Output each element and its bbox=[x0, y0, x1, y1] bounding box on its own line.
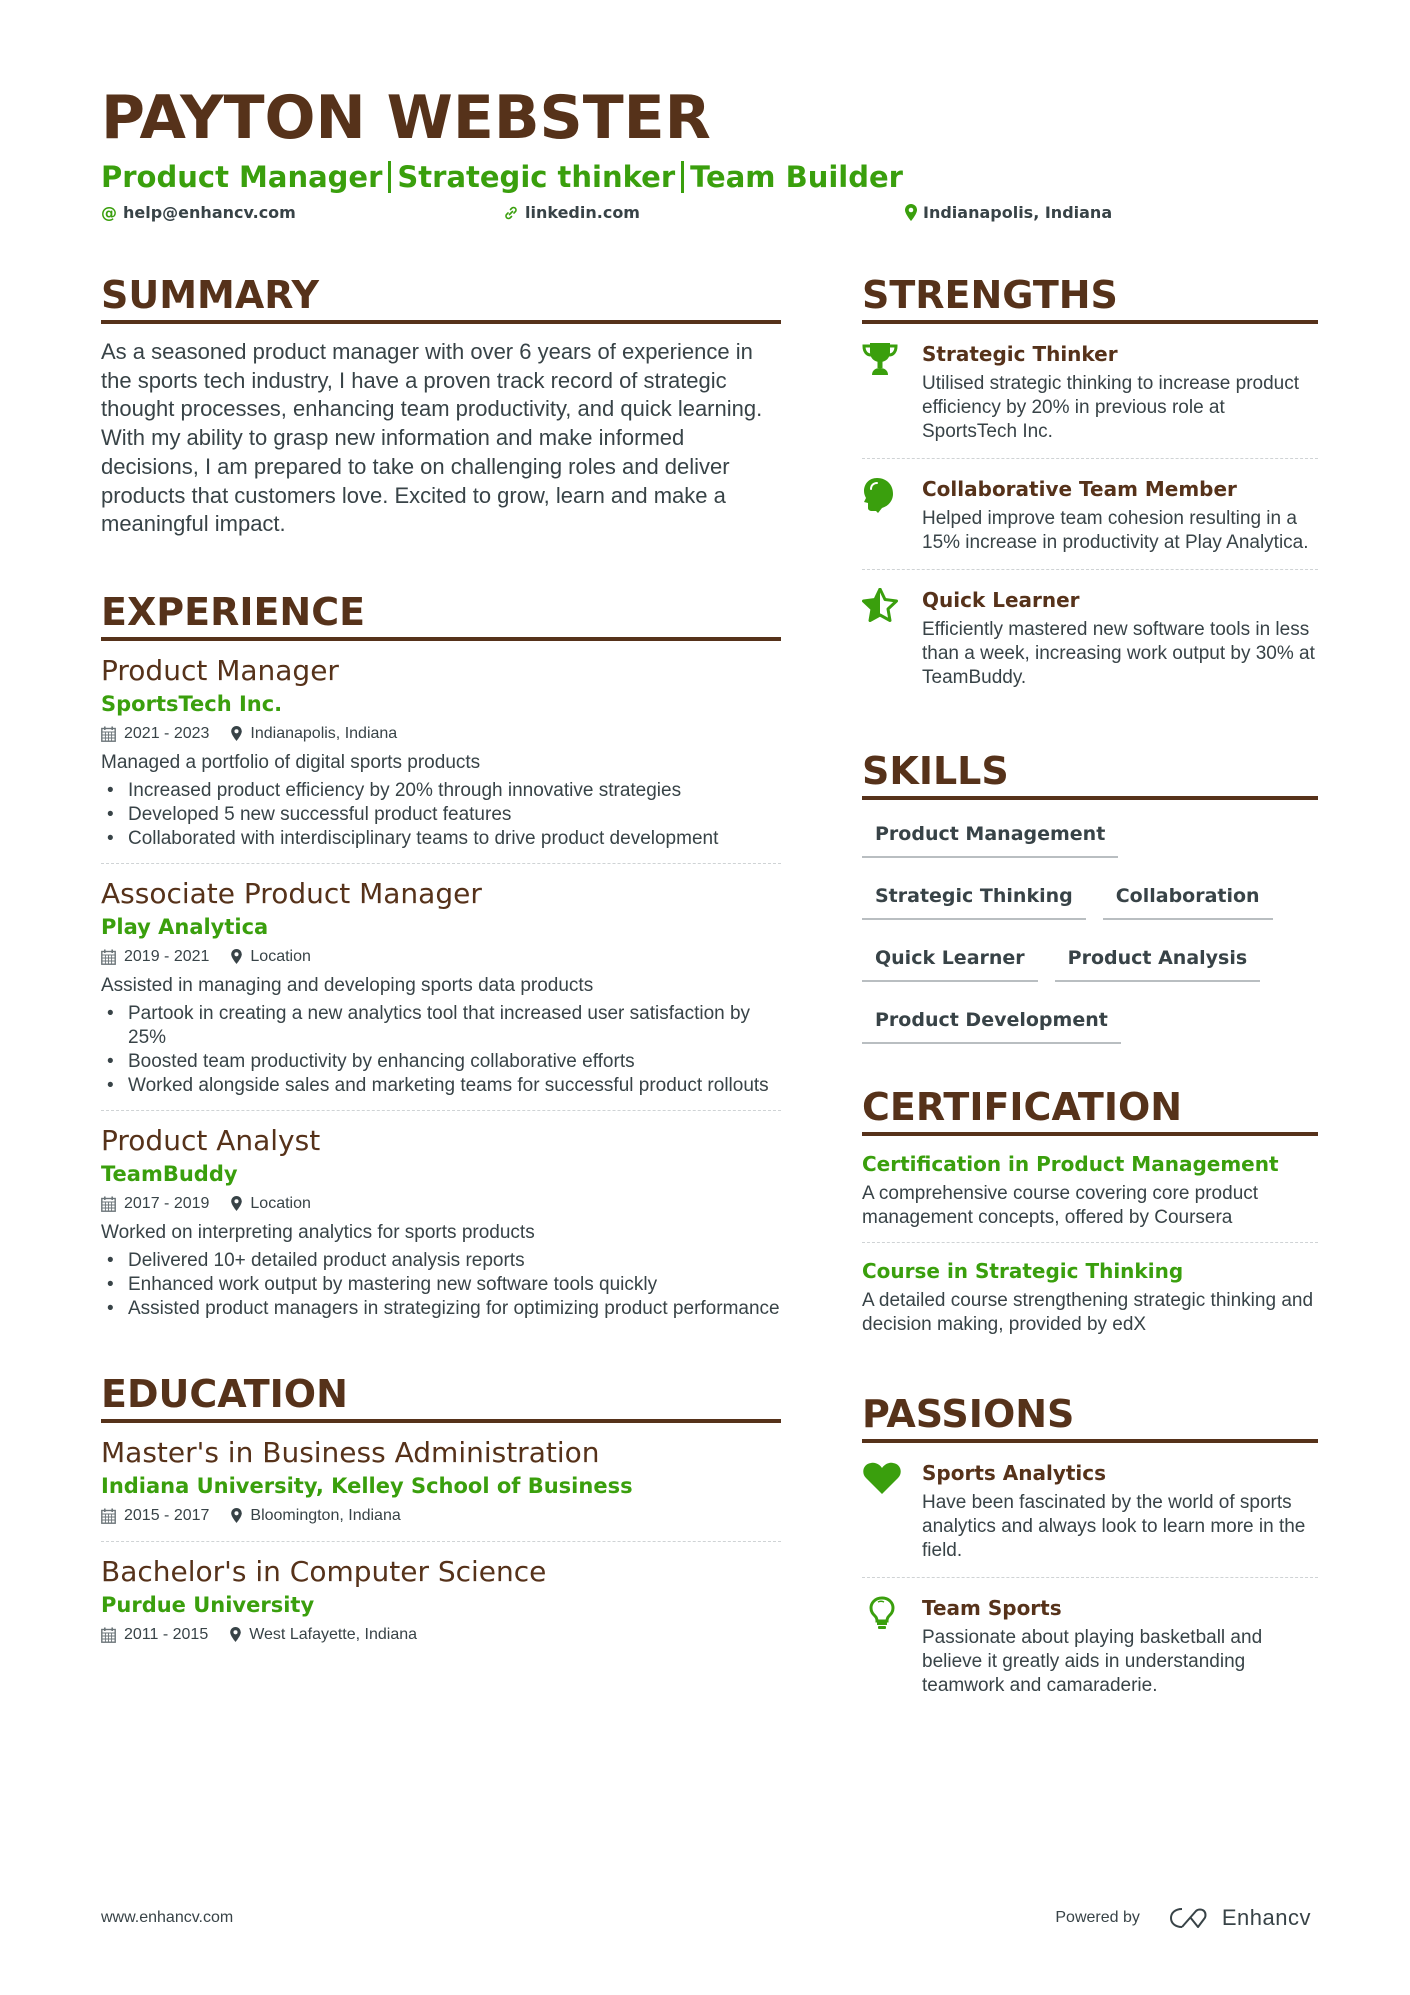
calendar-icon bbox=[101, 1196, 116, 1212]
location-text: Location bbox=[250, 1194, 311, 1212]
job-location bbox=[231, 944, 311, 970]
calendar-icon bbox=[101, 949, 116, 965]
head-icon bbox=[862, 475, 922, 555]
resume-header bbox=[101, 82, 1321, 226]
job-description: Assisted in managing and developing sports data products bbox=[101, 974, 594, 996]
section-title: EDUCATION bbox=[101, 1371, 348, 1416]
heart-icon bbox=[862, 1459, 922, 1563]
skills-section bbox=[862, 748, 1318, 1062]
section-divider bbox=[862, 796, 1318, 800]
company-name: TeamBuddy bbox=[101, 1161, 238, 1186]
title-separator bbox=[388, 161, 391, 193]
right-column bbox=[862, 272, 1318, 1712]
trophy-icon bbox=[862, 340, 922, 444]
education-item bbox=[101, 1423, 781, 1542]
strength-title: Collaborative Team Member bbox=[922, 477, 1237, 501]
achievement-item: • Worked alongside sales and marketing teams for successful product rollouts bbox=[101, 1074, 781, 1098]
experience-item bbox=[101, 864, 781, 1111]
section-title: SUMMARY bbox=[101, 273, 319, 317]
achievement-item: • Increased product efficiency by 20% through innovative strategies bbox=[101, 779, 781, 803]
strength-body bbox=[922, 586, 1318, 690]
title-part: Strategic thinker bbox=[397, 160, 676, 194]
job-meta bbox=[101, 1191, 781, 1217]
job-location bbox=[231, 721, 397, 747]
powered-by-label: Powered by bbox=[1055, 1909, 1140, 1926]
company-name: SportsTech Inc. bbox=[101, 691, 283, 716]
section-title: EXPERIENCE bbox=[101, 589, 366, 634]
education-meta bbox=[101, 1622, 781, 1648]
job-description: Worked on interpreting analytics for sports products bbox=[101, 1221, 535, 1243]
date-text: 2015 - 2017 bbox=[124, 1506, 210, 1524]
company-name: Play Analytica bbox=[101, 914, 269, 939]
date-text: 2011 - 2015 bbox=[124, 1625, 209, 1643]
powered-by[interactable] bbox=[1055, 1905, 1311, 1931]
summary-text: As a seasoned product manager with over 6 years of experience in the sports tech industry, I have a proven track record of strategic thought processes, enhancing team productivity, and quick learning. With my ability to grasp new information and make informed decisions, I am prepared to take on challenging roles and deliver products that customers love. Excited to grow, learn and make a meaningful impact. bbox=[101, 339, 763, 537]
job-meta bbox=[101, 944, 781, 970]
certification-title: Course in Strategic Thinking bbox=[862, 1259, 1184, 1283]
school-name: Purdue University bbox=[101, 1592, 315, 1617]
certification-item bbox=[862, 1243, 1318, 1349]
certification-description: A comprehensive course covering core product management concepts, offered by Coursera bbox=[862, 1183, 1259, 1228]
achievement-item: • Partook in creating a new analytics tool that increased user satisfaction by 25% bbox=[101, 1002, 781, 1050]
left-column bbox=[101, 272, 781, 1660]
passion-description: Have been fascinated by the world of sports analytics and always look to learn more in the field. bbox=[922, 1492, 1306, 1561]
map-pin-icon bbox=[230, 1627, 241, 1642]
strength-item bbox=[862, 324, 1318, 459]
candidate-name: PAYTON WEBSTER bbox=[101, 83, 711, 153]
summary-section bbox=[101, 272, 781, 539]
enhancv-logo-icon bbox=[1168, 1906, 1214, 1930]
calendar-icon bbox=[101, 1508, 116, 1524]
skill-tag: Collaboration bbox=[1103, 876, 1273, 920]
passion-description: Passionate about playing basketball and believe it greatly aids in understanding teamwork and camaraderie. bbox=[922, 1627, 1263, 1696]
at-icon: @ bbox=[101, 203, 117, 222]
job-location bbox=[231, 1191, 311, 1217]
strengths-section bbox=[862, 272, 1318, 704]
experience-item bbox=[101, 1111, 781, 1333]
website-text[interactable]: linkedin.com bbox=[525, 203, 640, 222]
strength-title: Quick Learner bbox=[922, 588, 1080, 612]
certification-item bbox=[862, 1136, 1318, 1243]
date-range bbox=[101, 944, 209, 970]
section-title: STRENGTHS bbox=[862, 273, 1118, 317]
experience-section bbox=[101, 589, 781, 1333]
strength-body bbox=[922, 340, 1318, 444]
achievement-item: • Enhanced work output by mastering new software tools quickly bbox=[101, 1273, 781, 1297]
passions-section bbox=[862, 1391, 1318, 1712]
map-pin-icon bbox=[231, 726, 242, 741]
strength-item bbox=[862, 459, 1318, 570]
map-pin-icon bbox=[905, 200, 917, 226]
date-range bbox=[101, 1503, 209, 1529]
achievement-item: • Boosted team productivity by enhancing collaborative efforts bbox=[101, 1050, 781, 1074]
school-name: Indiana University, Kelley School of Business bbox=[101, 1473, 633, 1498]
achievement-list bbox=[101, 1249, 781, 1321]
map-pin-icon bbox=[231, 949, 242, 964]
strength-description: Utilised strategic thinking to increase product efficiency by 20% in previous role at SportsTech Inc. bbox=[922, 373, 1300, 442]
education-section bbox=[101, 1371, 781, 1660]
section-title: SKILLS bbox=[862, 749, 1009, 793]
contact-email[interactable] bbox=[101, 200, 296, 226]
star-half-icon bbox=[862, 586, 922, 690]
link-icon bbox=[503, 200, 519, 226]
calendar-icon bbox=[101, 1627, 116, 1643]
education-meta bbox=[101, 1503, 781, 1529]
date-range bbox=[101, 1622, 208, 1648]
passion-item bbox=[862, 1578, 1318, 1712]
certification-section bbox=[862, 1084, 1318, 1349]
job-description: Managed a portfolio of digital sports products bbox=[101, 751, 481, 773]
location-text: Indianapolis, Indiana bbox=[250, 724, 398, 742]
strength-description: Efficiently mastered new software tools in less than a week, increasing work output by 30% at TeamBuddy. bbox=[922, 619, 1315, 688]
title-part: Product Manager bbox=[101, 160, 383, 194]
achievement-list bbox=[101, 779, 781, 851]
map-pin-icon bbox=[231, 1196, 242, 1211]
job-title: Product Manager bbox=[101, 653, 339, 687]
strength-item bbox=[862, 570, 1318, 704]
passion-item bbox=[862, 1443, 1318, 1578]
title-separator bbox=[681, 161, 684, 193]
date-text: 2021 - 2023 bbox=[124, 724, 210, 742]
certification-description: A detailed course strengthening strategic thinking and decision making, provided by edX bbox=[862, 1290, 1314, 1335]
job-title: Associate Product Manager bbox=[101, 876, 482, 910]
candidate-title bbox=[101, 158, 1321, 196]
contact-row bbox=[101, 200, 1321, 226]
strength-body bbox=[922, 475, 1318, 555]
achievement-item: • Collaborated with interdisciplinary teams to drive product development bbox=[101, 827, 781, 851]
date-range bbox=[101, 1191, 209, 1217]
job-meta bbox=[101, 721, 781, 747]
job-title: Product Analyst bbox=[101, 1123, 321, 1157]
experience-item bbox=[101, 641, 781, 864]
skill-tag: Product Analysis bbox=[1055, 938, 1261, 982]
degree-title: Bachelor's in Computer Science bbox=[101, 1554, 547, 1588]
achievement-item: • Developed 5 new successful product features bbox=[101, 803, 781, 827]
degree-title: Master's in Business Administration bbox=[101, 1435, 600, 1469]
map-pin-icon bbox=[231, 1508, 242, 1523]
section-title: CERTIFICATION bbox=[862, 1085, 1183, 1129]
school-location bbox=[230, 1622, 417, 1648]
skill-tag: Strategic Thinking bbox=[862, 876, 1086, 920]
passion-title: Team Sports bbox=[922, 1596, 1062, 1620]
location-text: Location bbox=[250, 947, 311, 965]
email-text[interactable]: help@enhancv.com bbox=[123, 203, 296, 222]
passion-title: Sports Analytics bbox=[922, 1461, 1107, 1485]
contact-location bbox=[905, 200, 1112, 226]
strength-description: Helped improve team cohesion resulting in a 15% increase in productivity at Play Analytica. bbox=[922, 508, 1309, 553]
achievement-list bbox=[101, 1002, 781, 1098]
achievement-item: • Delivered 10+ detailed product analysis reports bbox=[101, 1249, 781, 1273]
certification-title: Certification in Product Management bbox=[862, 1152, 1279, 1176]
education-item bbox=[101, 1542, 781, 1660]
contact-website[interactable] bbox=[503, 200, 640, 226]
calendar-icon bbox=[101, 726, 116, 742]
location-text: Bloomington, Indiana bbox=[250, 1506, 401, 1524]
section-divider bbox=[101, 320, 781, 324]
date-range bbox=[101, 721, 209, 747]
page-footer bbox=[101, 1905, 1311, 1935]
date-text: 2017 - 2019 bbox=[124, 1194, 210, 1212]
title-part: Team Builder bbox=[690, 160, 903, 194]
passion-body bbox=[922, 1594, 1318, 1698]
skill-tag: Product Management bbox=[862, 814, 1118, 858]
achievement-item: • Assisted product managers in strategizing for optimizing product performance bbox=[101, 1297, 781, 1321]
passion-body bbox=[922, 1459, 1318, 1563]
date-text: 2019 - 2021 bbox=[124, 947, 210, 965]
skill-tag: Product Development bbox=[862, 1000, 1121, 1044]
skill-tag: Quick Learner bbox=[862, 938, 1038, 982]
school-location bbox=[231, 1503, 400, 1529]
footer-website-link[interactable]: www.enhancv.com bbox=[101, 1909, 234, 1926]
lightbulb-icon bbox=[862, 1594, 922, 1698]
location-text: West Lafayette, Indiana bbox=[249, 1625, 418, 1643]
section-title: PASSIONS bbox=[862, 1392, 1075, 1436]
skills-list bbox=[862, 814, 1318, 1062]
brand-name: Enhancv bbox=[1221, 1905, 1311, 1930]
strength-title: Strategic Thinker bbox=[922, 342, 1118, 366]
location-text: Indianapolis, Indiana bbox=[923, 203, 1113, 222]
